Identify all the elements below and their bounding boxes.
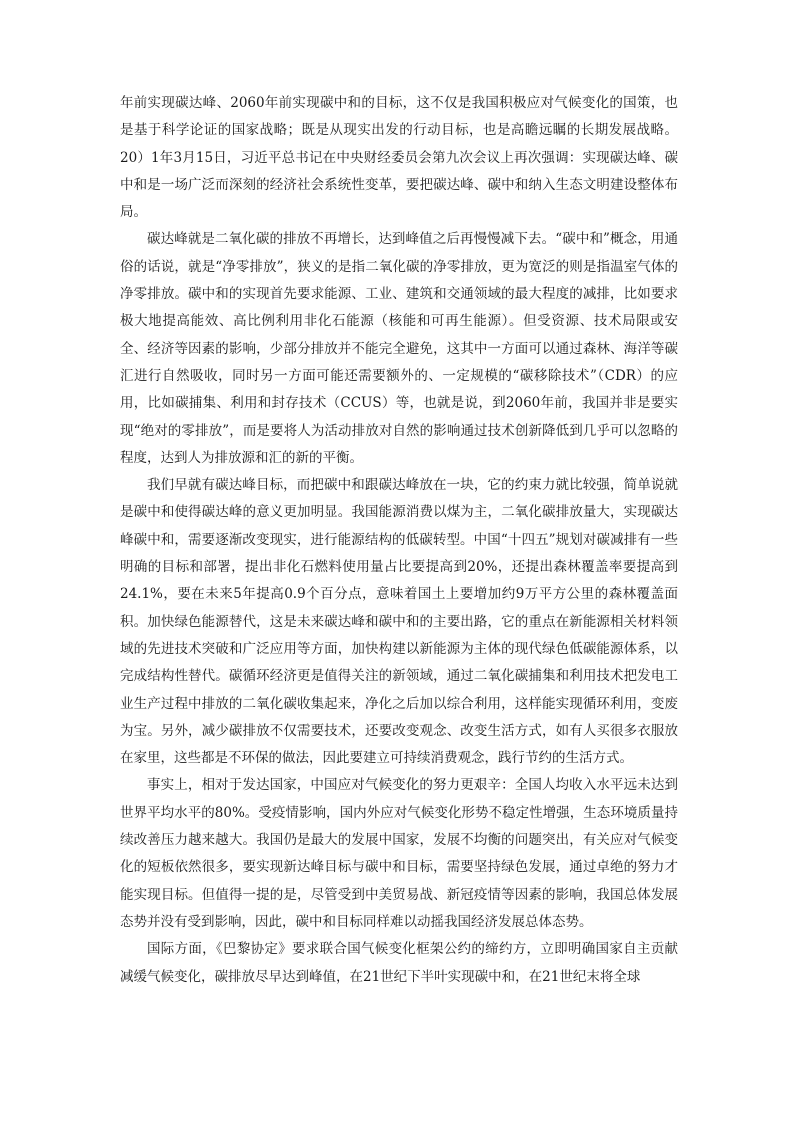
paragraph-1: 年前实现碳达峰、2060年前实现碳中和的目标，这不仅是我国积极应对气候变化的国策，也是基于科学论证的国家战略；既是从现实出发的行动目标，也是高瞻远瞩的长期发展战略。20）1年3月15日，习近平总书记在中央财经委员会第九次会议上再次强调：实现碳达峰、碳中和是一场广泛而深刻的经济社会系统性变革，要把碳达峰、碳中和纳入生态文明建设整体布局。 <box>120 95 678 221</box>
paragraph-4: 事实上，相对于发达国家，中国应对气候变化的努力更艰辛：全国人均收入水平远未达到世界平均水平的80%。受疫情影响，国内外应对气候变化形势不稳定性增强，生态环境质量持续改善压力越来越大。我国仍是最大的发展中国家，发展不均衡的问题突出，有关应对气候变化的短板依然很多，要实现新达峰目标与碳中和目标，需要坚持绿色发展，通过卓绝的努力才能实现目标。但值得一提的是，尽管受到中美贸易战、新冠疫情等因素的影响，我国总体发展态势并没有受到影响，因此，碳中和目标同样难以动摇我国经济发展总体态势。 <box>120 777 678 930</box>
paragraph-3: 我们早就有碳达峰目标，而把碳中和跟碳达峰放在一块，它的约束力就比较强，简单说就是碳中和使得碳达峰的意义更加明显。我国能源消费以煤为主，二氧化碳排放量大，实现碳达峰碳中和，需要逐渐改变现实，进行能源结构的低碳转型。中国“十四五”规划对碳减排有一些明确的目标和部署，提出非化石燃料使用量占比要提高到20%，还提出森林覆盖率要提高到24.1%，要在未来5年提高0.9个百分点，意味着国土上要增加约9万平方公里的森林覆盖面积。加快绿色能源替代，这是未来碳达峰和碳中和的主要出路，它的重点在新能源相关材料领域的先进技术突破和广泛应用等方面，加快构建以新能源为主体的现代绿色低碳能源体系，以完成结构性替代。碳循环经济更是值得关注的新领域，通过二氧化碳捕集和利用技术把发电工业生产过程中排放的二氧化碳收集起来，净化之后加以综合利用，这样能实现循环利用，变废为宝。另外，减少碳排放不仅需要技术，还要改变观念、改变生活方式，如有人买很多衣服放在家里，这些都是不环保的做法，因此要建立可持续消费观念，践行节约的生活方式。 <box>120 477 678 767</box>
paragraph-2: 碳达峰就是二氧化碳的排放不再增长，达到峰值之后再慢慢减下去。“碳中和”概念，用通俗的话说，就是“净零排放”，狭义的是指二氧化碳的净零排放，更为宽泛的则是指温室气体的净零排放。碳中和的实现首先要求能源、工业、建筑和交通领域的最大程度的减排，比如要求极大地提高能效、高比例利用非化石能源（核能和可再生能源）。但受资源、技术局限或安全、经济等因素的影响，少部分排放并不能完全避免，这其中一方面可以通过森林、海洋等碳汇进行自然吸收，同时另一方面可能还需要额外的、一定规模的“碳移除技术”（CDR）的应用，比如碳捕集、利用和封存技术（CCUS）等，也就是说，到2060年前，我国并非是要实现“绝对的零排放”，而是要将人为活动排放对自然的影响通过技术创新降低到几乎可以忽略的程度，达到人为排放源和汇的新的平衡。 <box>120 231 678 466</box>
paragraph-5: 国际方面，《巴黎协定》要求联合国气候变化框架公约的缔约方，立即明确国家自主贡献减缓气候变化，碳排放尽早达到峰值，在21世纪下半叶实现碳中和，在21世纪末将全球 <box>120 941 678 985</box>
document-page <box>120 90 678 991</box>
